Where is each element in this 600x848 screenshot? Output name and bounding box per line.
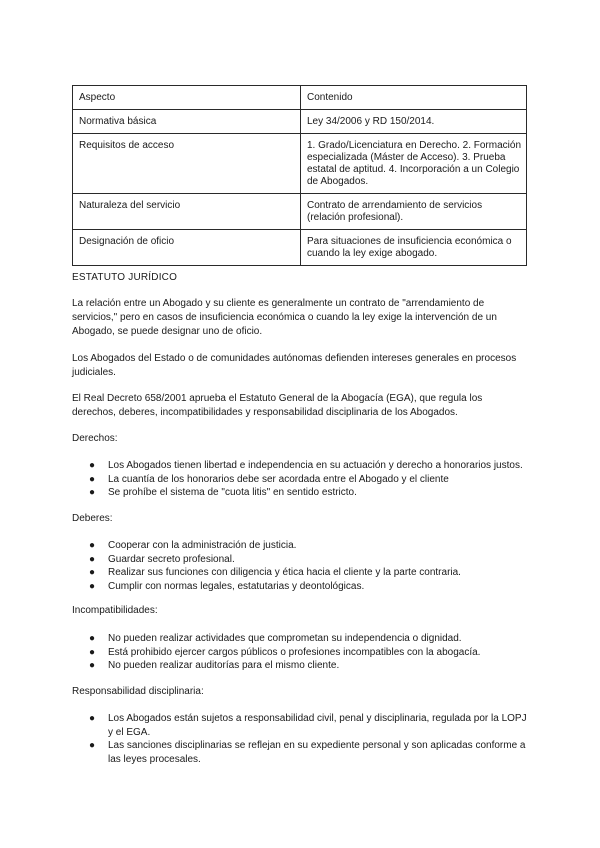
table-cell-aspect: Designación de oficio [73,230,301,266]
list-item-text: Realizar sus funciones con diligencia y ética hacia el cliente y la parte contraria. [108,567,461,578]
bullet-icon: ● [89,740,96,751]
list-item [72,646,528,660]
table-cell-content: Contrato de arrendamiento de servicios (relación profesional). [301,194,527,230]
bullet-icon: ● [89,567,96,578]
bullet-icon: ● [89,460,96,471]
list-item [72,459,528,473]
table-row [73,230,527,266]
list-item-text: Se prohíbe el sistema de "cuota litis" en sentido estricto. [108,487,357,498]
bullet-icon: ● [89,540,96,551]
table-header-cell: Aspecto [73,86,301,110]
list-item-text: La cuantía de los honorarios debe ser acordada entre el Abogado y el cliente [108,473,449,485]
table-cell-content: 1. Grado/Licenciatura en Derecho. 2. Formación especializada (Máster de Acceso). 3. Prueba estatal de aptitud. 4. Incorporación a un Colegio de Abogados. [301,134,527,194]
list-item-text: Cumplir con normas legales, estatutarias y deontológicas. [108,580,365,592]
list-item [72,486,528,500]
section-title-derechos: Derechos: [72,433,118,444]
table-header-row [73,86,527,110]
summary-table [72,85,527,266]
list-deberes [72,539,528,593]
table-cell-content: Para situaciones de insuficiencia económica o cuando la ley exige abogado. [301,230,527,266]
list-item [72,473,528,487]
list-item [72,580,528,594]
bullet-icon: ● [89,580,96,592]
bullet-icon: ● [89,660,96,671]
list-item-text: Los Abogados tienen libertad e independencia en su actuación y derecho a honorarios justos. [108,460,523,471]
list-item-text: No pueden realizar actividades que comprometan su independencia o dignidad. [108,633,462,644]
section-title-deberes: Deberes: [72,513,113,524]
list-item-text: No pueden realizar auditorías para el mismo cliente. [108,660,340,671]
list-item [72,566,528,580]
table-cell-aspect: Normativa básica [73,110,301,134]
list-item [72,659,528,673]
list-item [72,539,528,553]
list-item-text: Guardar secreto profesional. [108,553,235,565]
table-cell-aspect: Requisitos de acceso [73,134,301,194]
section-title-incompatibilidades: Incompatibilidades: [72,605,158,616]
list-item-text: Está prohibido ejercer cargos públicos o profesiones incompatibles con la abogacía. [108,646,481,658]
list-item [72,712,528,739]
paragraph: Los Abogados del Estado o de comunidades autónomas defienden intereses generales en procesos judiciales. [72,353,517,378]
list-responsabilidad [72,712,528,766]
table-row [73,110,527,134]
table-row [73,134,527,194]
table-header-cell: Contenido [301,86,527,110]
bullet-icon: ● [89,713,96,724]
section-heading: ESTATUTO JURÍDICO [72,272,178,283]
bullet-icon: ● [89,633,96,644]
paragraph: La relación entre un Abogado y su cliente es generalmente un contrato de "arrendamiento de servicios," pero en casos de insuficiencia económica o cuando la ley exige la intervención de un Abogado, se puede designar uno de oficio. [72,298,497,337]
table-row [73,194,527,230]
list-item-text: Cooperar con la administración de justicia. [108,540,297,551]
list-item [72,739,528,766]
list-incompatibilidades [72,632,528,673]
list-item [72,632,528,646]
bullet-icon: ● [89,487,96,498]
list-item [72,553,528,567]
bullet-icon: ● [89,553,96,565]
table-cell-content: Ley 34/2006 y RD 150/2014. [301,110,527,134]
list-item-text: Los Abogados están sujetos a responsabilidad civil, penal y disciplinaria, regulada por la LOPJ y el EGA. [108,713,527,738]
bullet-icon: ● [89,473,96,485]
paragraph: El Real Decreto 658/2001 aprueba el Estatuto General de la Abogacía (EGA), que regula los derechos, deberes, incompatibilidades y responsabilidad disciplinaria de los Abogados. [72,393,483,418]
section-title-responsabilidad: Responsabilidad disciplinaria: [72,686,204,697]
table-cell-aspect: Naturaleza del servicio [73,194,301,230]
list-derechos [72,459,528,500]
bullet-icon: ● [89,646,96,658]
list-item-text: Las sanciones disciplinarias se reflejan en su expediente personal y son aplicadas conforme a las leyes procesales. [108,740,526,765]
